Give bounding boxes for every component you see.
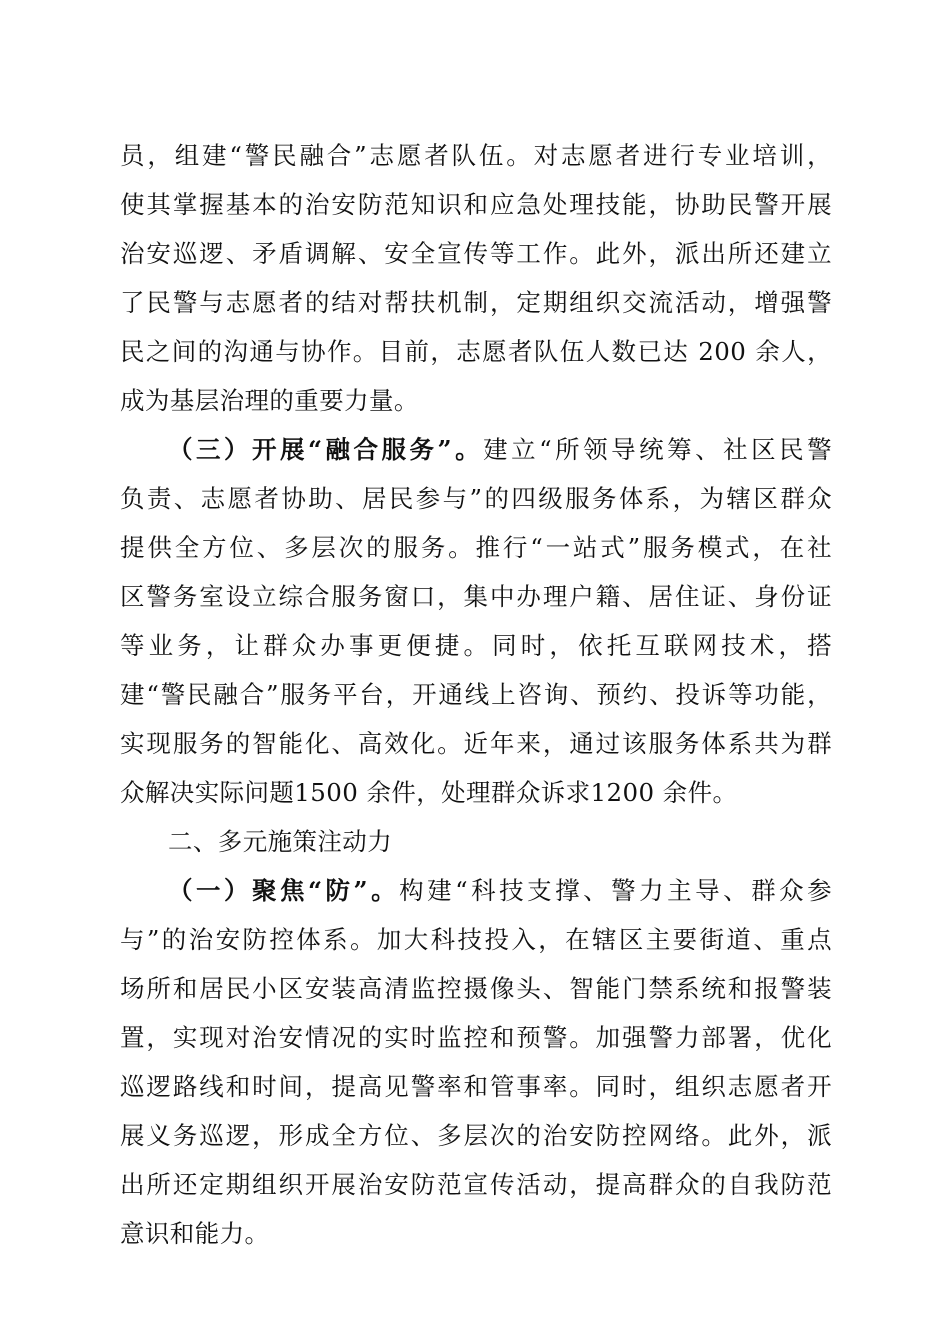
paragraph-line: 建“警民融合”服务平台，开通线上咨询、预约、投诉等功能， — [120, 680, 832, 709]
paragraph-line: 治安巡逻、矛盾调解、安全宣传等工作。此外，派出所还建立 — [120, 239, 832, 268]
paragraph-line: 巡逻路线和时间，提高见警率和管事率。同时，组织志愿者开 — [120, 1072, 832, 1101]
paragraph-line: 出所还定期组织开展治安防范宣传活动，提高群众的自我防范 — [120, 1170, 832, 1199]
paragraph-line: 成为基层治理的重要力量。 — [120, 386, 419, 415]
paragraph-line: 员，组建“警民融合”志愿者队伍。对志愿者进行专业培训， — [120, 141, 832, 170]
paragraph-line: 提供全方位、多层次的服务。推行“一站式”服务模式，在社 — [120, 533, 832, 562]
paragraph-line: 场所和居民小区安装高清监控摄像头、智能门禁系统和报警装 — [120, 974, 832, 1003]
paragraph-line: 置，实现对治安情况的实时监控和预警。加强警力部署，优化 — [120, 1023, 832, 1052]
paragraph-text: 建立“所领导统筹、社区民警 — [483, 435, 832, 464]
paragraph-first-line — [168, 434, 832, 466]
paragraph-line: 展义务巡逻，形成全方位、多层次的治安防控网络。此外，派 — [120, 1121, 832, 1150]
paragraph-line: 等业务，让群众办事更便捷。同时，依托互联网技术，搭 — [120, 631, 832, 660]
paragraph-text: 构建“科技支撑、警力主导、群众参 — [399, 876, 832, 905]
paragraph-line: 意识和能力。 — [120, 1219, 270, 1248]
paragraph-line: 使其掌握基本的治安防范知识和应急处理技能，协助民警开展 — [120, 190, 832, 219]
section-heading: 二、多元施策注动力 — [168, 827, 393, 856]
subheading-lead: （一）聚焦“防”。 — [168, 876, 400, 905]
paragraph-line: 区警务室设立综合服务窗口，集中办理户籍、居住证、身份证 — [120, 582, 832, 611]
paragraph-first-line — [168, 875, 832, 907]
subheading-lead: （三）开展“融合服务”。 — [168, 435, 484, 464]
paragraph-line: 众解决实际问题1500 余件，处理群众诉求1200 余件。 — [120, 778, 738, 807]
paragraph-line: 与”的治安防控体系。加大科技投入，在辖区主要街道、重点 — [120, 925, 832, 954]
paragraph-line: 民之间的沟通与协作。目前，志愿者队伍人数已达 200 余人， — [120, 337, 832, 366]
paragraph-line: 负责、志愿者协助、居民参与”的四级服务体系，为辖区群众 — [120, 484, 832, 513]
paragraph-line: 了民警与志愿者的结对帮扶机制，定期组织交流活动，增强警 — [120, 288, 832, 317]
paragraph-line: 实现服务的智能化、高效化。近年来，通过该服务体系共为群 — [120, 729, 832, 758]
